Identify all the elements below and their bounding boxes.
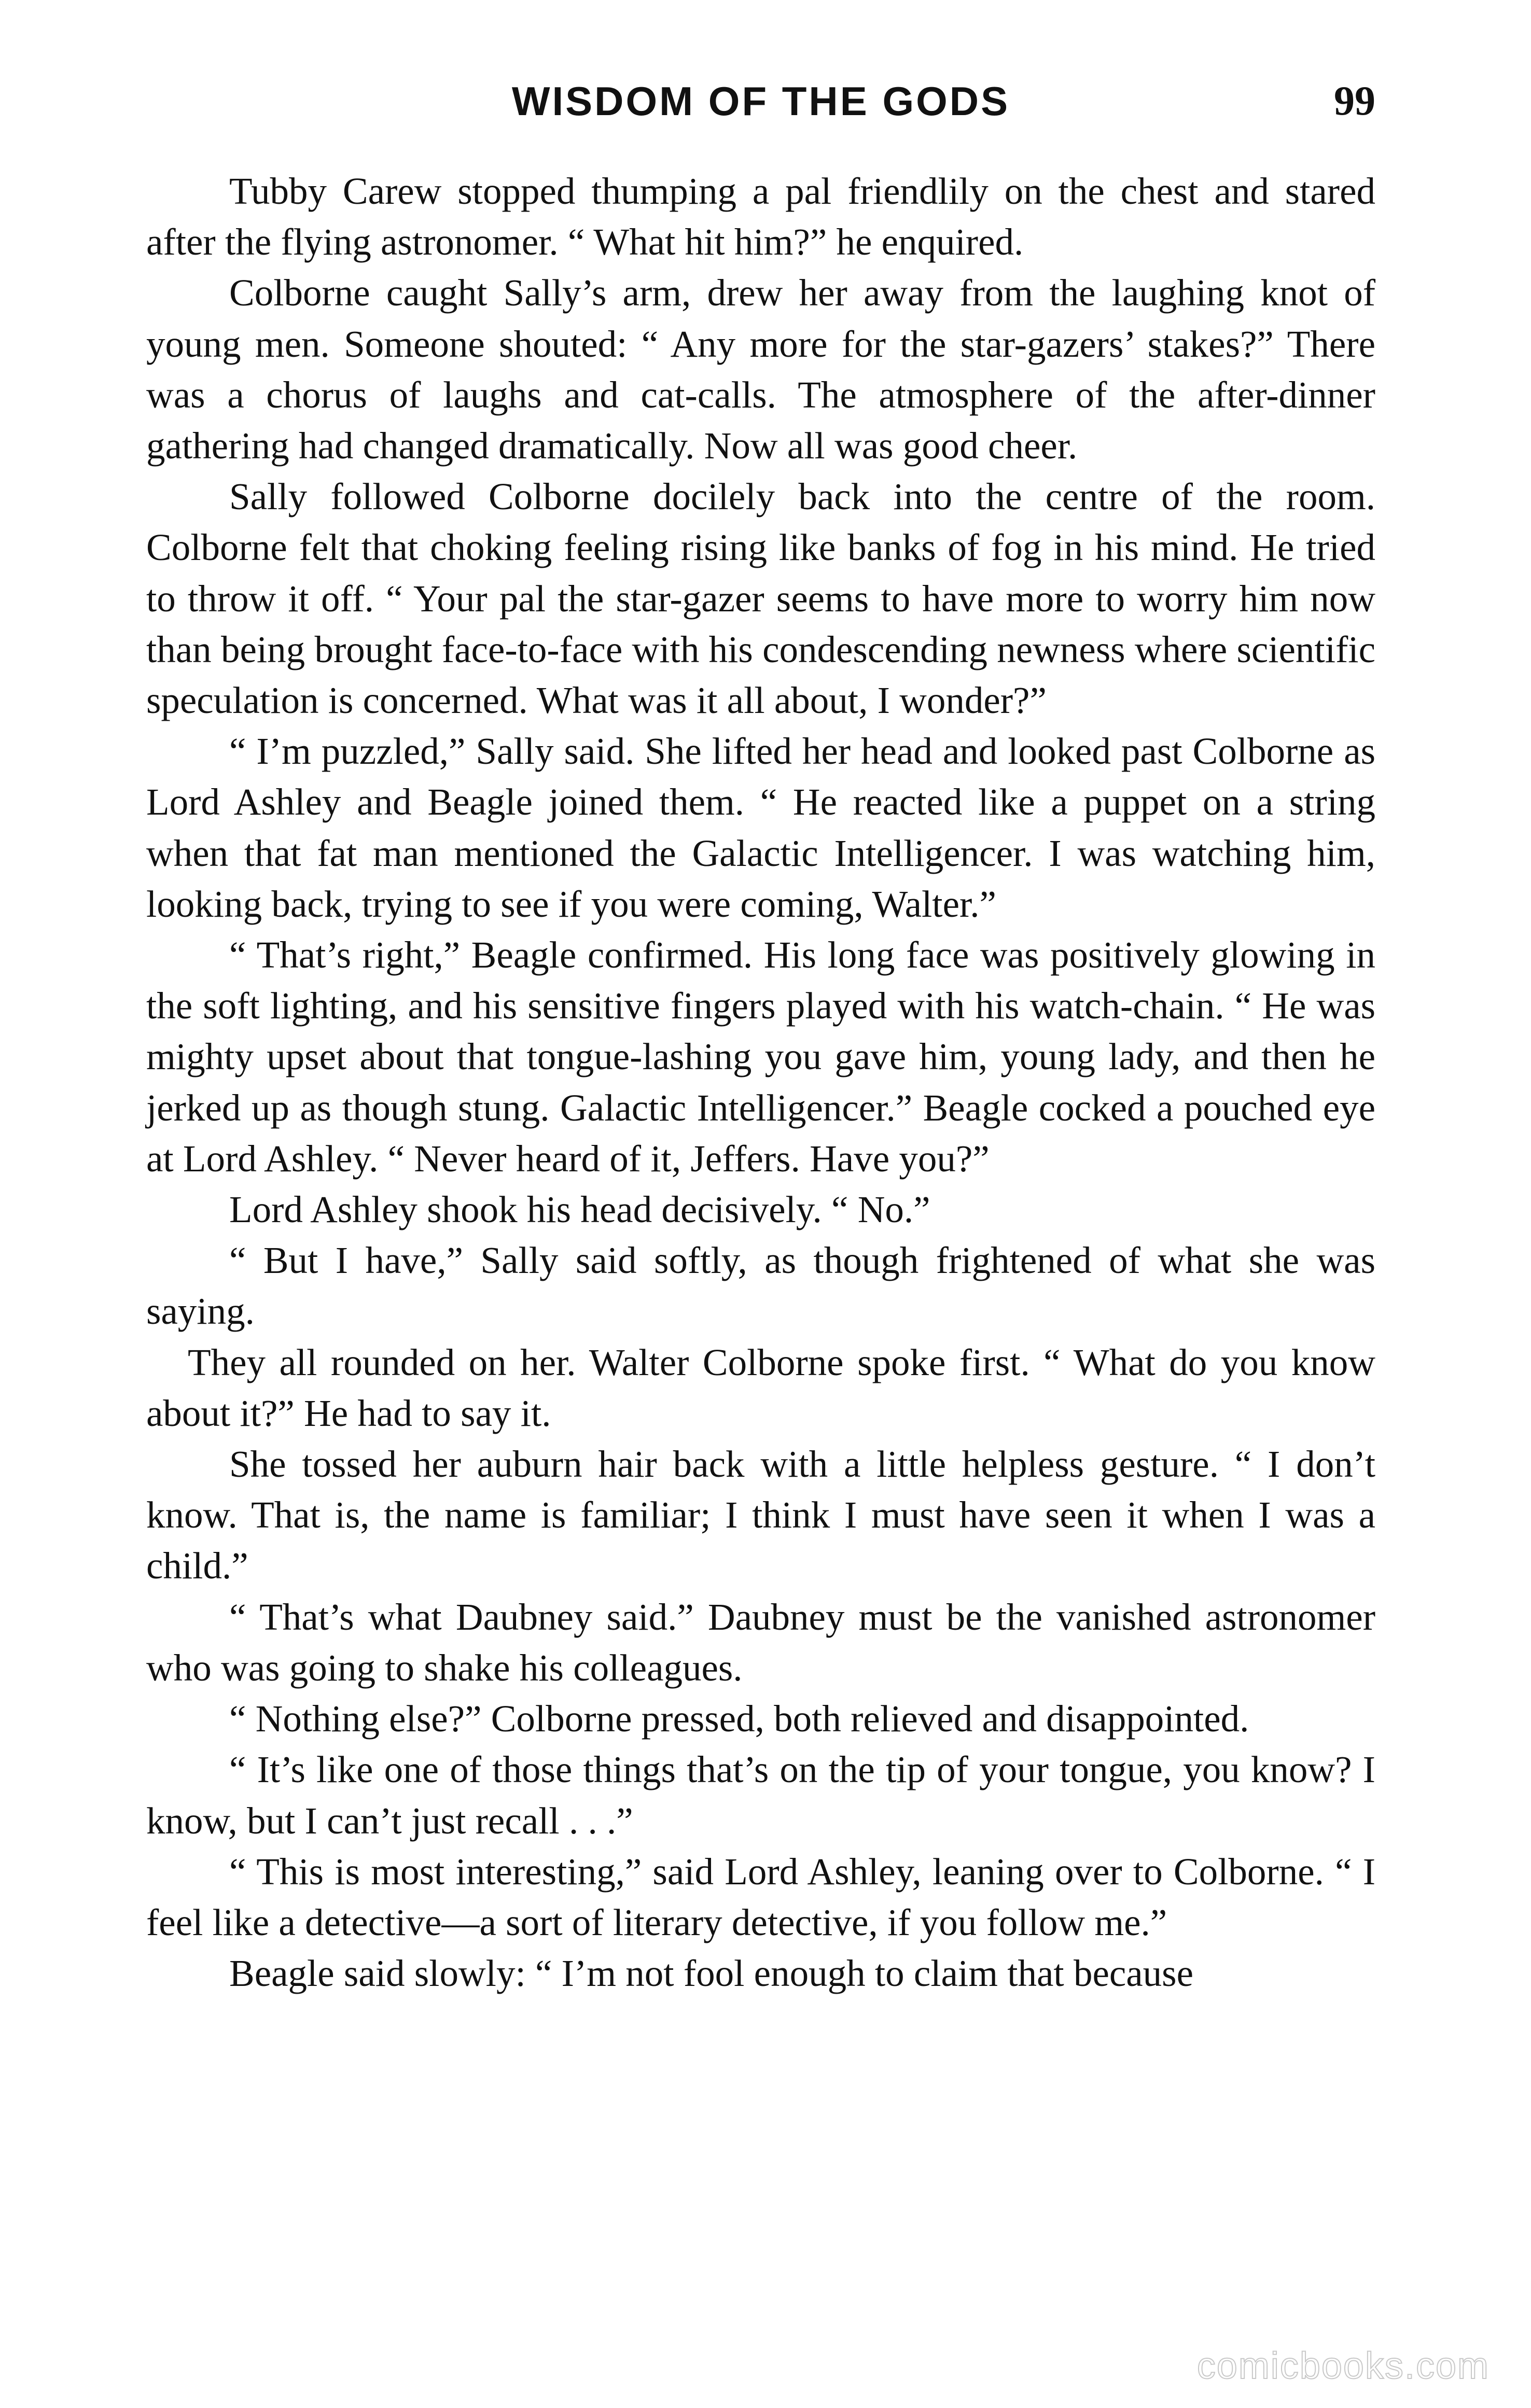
paragraph: Tubby Carew stopped thumping a pal friendlily on the chest and stared after the flying astronomer. “ What hit him?” he enquired.: [146, 170, 1375, 263]
paragraph: “ It’s like one of those things that’s on the tip of your tongue, you know? I know, but I can’t just recall . . .”: [146, 1748, 1375, 1842]
paragraph: They all rounded on her. Walter Colborne spoke first. “ What do you know about it?” He had to say it.: [146, 1341, 1375, 1434]
watermark: comicbooks.com: [1196, 2345, 1490, 2387]
running-head: [146, 73, 1375, 130]
paragraph: Colborne caught Sally’s arm, drew her away from the laughing knot of young men. Someone shouted: “ Any more for the star-gazers’ stakes?” There was a chorus of laughs and cat-calls. The atmosphere of the after-dinner gathering had changed dramatically. Now all was good cheer.: [146, 272, 1375, 467]
paragraph: “ Nothing else?” Colborne pressed, both relieved and disappointed.: [229, 1698, 1249, 1740]
paragraph: She tossed her auburn hair back with a little helpless gesture. “ I don’t know. That is, the name is familiar; I think I must have seen it when I was a child.”: [146, 1443, 1375, 1587]
body-text: [146, 166, 1375, 1999]
paragraph: Sally followed Colborne docilely back into the centre of the room. Colborne felt that choking feeling rising like banks of fog in his mind. He tried to throw it off. “ Your pal the star-gazer seems to have more to worry him now than being brought face-to-face with his condescending newness where scientific speculation is concerned. What was it all about, I wonder?”: [146, 475, 1375, 722]
paragraph: “ But I have,” Sally said softly, as though frightened of what she was saying.: [146, 1239, 1375, 1333]
paragraph: “ I’m puzzled,” Sally said. She lifted her head and looked past Colborne as Lord Ashley and Beagle joined them. “ He reacted like a puppet on a string when that fat man mentioned the Galactic Intelligencer. I was watching him, looking back, trying to see if you were coming, Walter.”: [146, 730, 1375, 925]
running-title: WISDOM OF THE GODS: [511, 78, 1010, 124]
paragraph: “ That’s right,” Beagle confirmed. His long face was positively glowing in the soft lighting, and his sensitive fingers played with his watch-chain. “ He was mighty upset about that tongue-lashing you gave him, young lady, and then he jerked up as though stung. Galactic Intelligencer.” Beagle cocked a pouched eye at Lord Ashley. “ Never heard of it, Jeffers. Have you?”: [146, 934, 1375, 1180]
paragraph: Beagle said slowly: “ I’m not fool enough to claim that because: [229, 1952, 1193, 1995]
paragraph: “ This is most interesting,” said Lord Ashley, leaning over to Colborne. “ I feel like a detective—a sort of literary detective, if you follow me.”: [146, 1850, 1375, 1943]
paragraph: “ That’s what Daubney said.” Daubney must be the vanished astronomer who was going to shake his colleagues.: [146, 1595, 1375, 1689]
page-number: 99: [1334, 78, 1375, 124]
paragraph: Lord Ashley shook his head decisively. “ No.”: [229, 1188, 930, 1231]
